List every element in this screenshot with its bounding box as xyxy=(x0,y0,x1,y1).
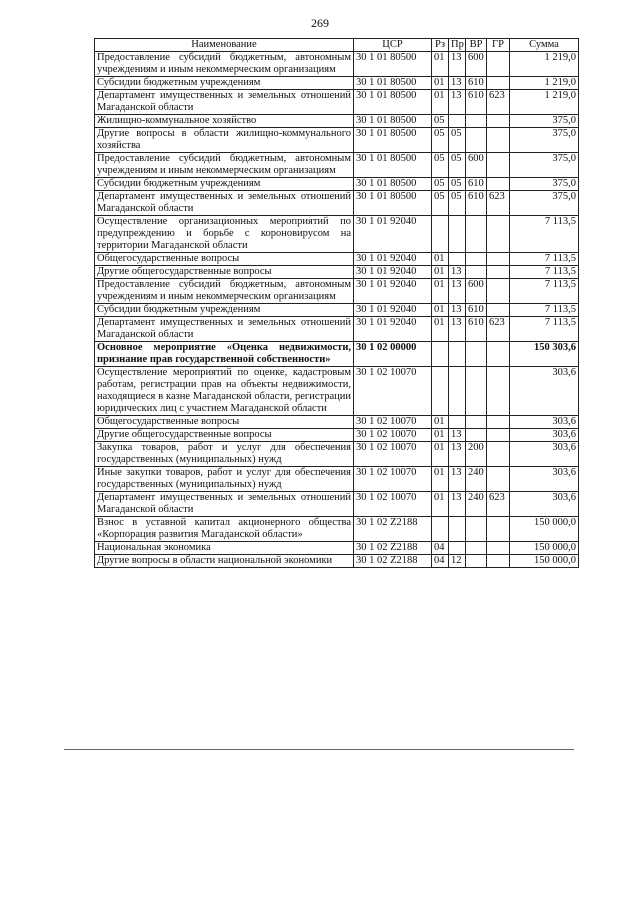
table-row xyxy=(95,253,579,266)
row-sum: 150 000,0 xyxy=(510,542,579,555)
row-vr: 610 xyxy=(466,90,487,115)
row-rz: 01 xyxy=(432,467,449,492)
header-pr: Пр xyxy=(449,39,466,52)
row-pr: 05 xyxy=(449,153,466,178)
row-gr xyxy=(487,279,510,304)
row-vr: 240 xyxy=(466,492,487,517)
row-name: Предоставление субсидий бюджетным, автономным учреждениям и иным некоммерческим организациям xyxy=(95,153,354,178)
row-pr: 13 xyxy=(449,429,466,442)
row-rz: 01 xyxy=(432,52,449,77)
row-sum: 7 113,5 xyxy=(510,266,579,279)
row-sum: 7 113,5 xyxy=(510,216,579,253)
table-row xyxy=(95,153,579,178)
row-pr xyxy=(449,216,466,253)
row-vr xyxy=(466,253,487,266)
row-name: Департамент имущественных и земельных отношений Магаданской области xyxy=(95,317,354,342)
table-row xyxy=(95,216,579,253)
row-rz xyxy=(432,342,449,367)
header-sum: Сумма xyxy=(510,39,579,52)
table-row xyxy=(95,52,579,77)
row-vr: 600 xyxy=(466,52,487,77)
row-vr: 600 xyxy=(466,279,487,304)
table-row xyxy=(95,429,579,442)
row-name: Другие вопросы в области жилищно-коммунального хозяйства xyxy=(95,128,354,153)
header-vr: ВР xyxy=(466,39,487,52)
row-gr xyxy=(487,266,510,279)
row-rz: 04 xyxy=(432,542,449,555)
row-name: Осуществление организационных мероприятий по предупреждению и борьбе с короновирусом на территории Магаданской области xyxy=(95,216,354,253)
row-csr: 30 1 02 Z2188 xyxy=(354,555,432,568)
row-name: Субсидии бюджетным учреждениям xyxy=(95,304,354,317)
table-row xyxy=(95,115,579,128)
table-row xyxy=(95,542,579,555)
row-vr xyxy=(466,342,487,367)
row-sum: 7 113,5 xyxy=(510,253,579,266)
row-sum: 375,0 xyxy=(510,178,579,191)
row-csr: 30 1 02 10070 xyxy=(354,492,432,517)
row-sum: 303,6 xyxy=(510,492,579,517)
row-csr: 30 1 02 10070 xyxy=(354,442,432,467)
row-gr xyxy=(487,467,510,492)
row-vr xyxy=(466,517,487,542)
row-name: Департамент имущественных и земельных отношений Магаданской области xyxy=(95,191,354,216)
row-pr: 13 xyxy=(449,467,466,492)
row-rz: 05 xyxy=(432,191,449,216)
row-csr: 30 1 02 10070 xyxy=(354,416,432,429)
row-gr xyxy=(487,429,510,442)
row-name: Взнос в уставной капитал акционерного общества «Корпорация развития Магаданской области» xyxy=(95,517,354,542)
row-sum: 150 000,0 xyxy=(510,517,579,542)
row-name: Закупка товаров, работ и услуг для обеспечения государственных (муниципальных) нужд xyxy=(95,442,354,467)
table-row xyxy=(95,191,579,216)
row-gr xyxy=(487,77,510,90)
row-vr: 200 xyxy=(466,442,487,467)
row-gr: 623 xyxy=(487,317,510,342)
row-rz: 05 xyxy=(432,153,449,178)
table-row xyxy=(95,467,579,492)
row-rz: 05 xyxy=(432,178,449,191)
row-vr: 610 xyxy=(466,77,487,90)
row-name: Субсидии бюджетным учреждениям xyxy=(95,178,354,191)
table-body xyxy=(95,52,579,568)
row-vr xyxy=(466,416,487,429)
row-sum: 375,0 xyxy=(510,115,579,128)
row-name: Общегосударственные вопросы xyxy=(95,253,354,266)
row-rz: 01 xyxy=(432,279,449,304)
row-csr: 30 1 02 Z2188 xyxy=(354,517,432,542)
row-csr: 30 1 01 92040 xyxy=(354,216,432,253)
row-name: Субсидии бюджетным учреждениям xyxy=(95,77,354,90)
table-row xyxy=(95,90,579,115)
row-gr xyxy=(487,555,510,568)
row-name: Основное мероприятие «Оценка недвижимости, признание прав государственной собственности» xyxy=(95,342,354,367)
row-name: Департамент имущественных и земельных отношений Магаданской области xyxy=(95,492,354,517)
row-vr: 610 xyxy=(466,178,487,191)
row-sum: 303,6 xyxy=(510,467,579,492)
row-sum: 375,0 xyxy=(510,191,579,216)
row-pr xyxy=(449,517,466,542)
row-sum: 303,6 xyxy=(510,416,579,429)
table-row xyxy=(95,342,579,367)
row-rz: 01 xyxy=(432,253,449,266)
row-pr: 13 xyxy=(449,304,466,317)
row-rz: 04 xyxy=(432,555,449,568)
table-row xyxy=(95,304,579,317)
row-name: Жилищно-коммунальное хозяйство xyxy=(95,115,354,128)
row-pr xyxy=(449,115,466,128)
row-name: Предоставление субсидий бюджетным, автономным учреждениям и иным некоммерческим организациям xyxy=(95,52,354,77)
row-rz: 01 xyxy=(432,317,449,342)
row-pr xyxy=(449,253,466,266)
row-gr xyxy=(487,115,510,128)
row-pr: 05 xyxy=(449,128,466,153)
row-pr: 13 xyxy=(449,266,466,279)
row-gr xyxy=(487,342,510,367)
row-gr xyxy=(487,52,510,77)
row-sum: 1 219,0 xyxy=(510,52,579,77)
row-sum: 150 303,6 xyxy=(510,342,579,367)
row-name: Общегосударственные вопросы xyxy=(95,416,354,429)
row-name: Департамент имущественных и земельных отношений Магаданской области xyxy=(95,90,354,115)
row-rz xyxy=(432,216,449,253)
row-vr xyxy=(466,429,487,442)
page-number: 269 xyxy=(311,16,329,30)
row-csr: 30 1 01 80500 xyxy=(354,128,432,153)
row-sum: 7 113,5 xyxy=(510,317,579,342)
row-rz: 01 xyxy=(432,90,449,115)
row-pr xyxy=(449,367,466,416)
row-name: Другие общегосударственные вопросы xyxy=(95,266,354,279)
row-pr xyxy=(449,416,466,429)
row-sum: 1 219,0 xyxy=(510,90,579,115)
row-pr: 05 xyxy=(449,178,466,191)
row-vr xyxy=(466,367,487,416)
row-gr: 623 xyxy=(487,191,510,216)
row-pr: 13 xyxy=(449,317,466,342)
row-csr: 30 1 01 92040 xyxy=(354,317,432,342)
row-gr xyxy=(487,304,510,317)
row-vr: 610 xyxy=(466,304,487,317)
table-row xyxy=(95,416,579,429)
row-gr xyxy=(487,178,510,191)
row-vr xyxy=(466,115,487,128)
table-row xyxy=(95,128,579,153)
row-name: Иные закупки товаров, работ и услуг для обеспечения государственных (муниципальных) нужд xyxy=(95,467,354,492)
table-row xyxy=(95,555,579,568)
row-gr xyxy=(487,153,510,178)
row-vr xyxy=(466,542,487,555)
row-rz: 01 xyxy=(432,442,449,467)
row-rz: 05 xyxy=(432,128,449,153)
header-rz: Рз xyxy=(432,39,449,52)
row-csr: 30 1 02 00000 xyxy=(354,342,432,367)
header-name: Наименование xyxy=(95,39,354,52)
row-csr: 30 1 01 80500 xyxy=(354,153,432,178)
row-rz xyxy=(432,517,449,542)
row-pr xyxy=(449,542,466,555)
row-csr: 30 1 02 10070 xyxy=(354,367,432,416)
row-csr: 30 1 01 80500 xyxy=(354,191,432,216)
row-sum: 303,6 xyxy=(510,429,579,442)
table-row xyxy=(95,517,579,542)
row-sum: 150 000,0 xyxy=(510,555,579,568)
row-vr: 610 xyxy=(466,191,487,216)
table-row xyxy=(95,317,579,342)
row-gr xyxy=(487,367,510,416)
row-pr: 12 xyxy=(449,555,466,568)
table-row xyxy=(95,279,579,304)
row-rz: 01 xyxy=(432,77,449,90)
row-rz: 01 xyxy=(432,429,449,442)
header-gr: ГР xyxy=(487,39,510,52)
row-sum: 7 113,5 xyxy=(510,304,579,317)
row-vr xyxy=(466,555,487,568)
row-vr xyxy=(466,266,487,279)
row-rz: 01 xyxy=(432,304,449,317)
table-row xyxy=(95,492,579,517)
row-csr: 30 1 01 92040 xyxy=(354,304,432,317)
row-gr: 623 xyxy=(487,90,510,115)
row-gr xyxy=(487,253,510,266)
table-row xyxy=(95,266,579,279)
row-pr: 13 xyxy=(449,90,466,115)
row-gr xyxy=(487,216,510,253)
row-gr xyxy=(487,416,510,429)
row-name: Национальная экономика xyxy=(95,542,354,555)
row-csr: 30 1 01 80500 xyxy=(354,115,432,128)
row-csr: 30 1 02 Z2188 xyxy=(354,542,432,555)
row-csr: 30 1 02 10070 xyxy=(354,467,432,492)
row-rz xyxy=(432,367,449,416)
table-header-row xyxy=(95,39,579,52)
row-pr xyxy=(449,342,466,367)
row-csr: 30 1 01 80500 xyxy=(354,90,432,115)
table-row xyxy=(95,442,579,467)
row-csr: 30 1 01 80500 xyxy=(354,178,432,191)
row-gr xyxy=(487,442,510,467)
budget-table xyxy=(94,38,579,568)
row-pr: 13 xyxy=(449,442,466,467)
row-rz: 01 xyxy=(432,416,449,429)
table-row xyxy=(95,77,579,90)
row-sum: 1 219,0 xyxy=(510,77,579,90)
row-gr xyxy=(487,517,510,542)
row-rz: 05 xyxy=(432,115,449,128)
footer-divider xyxy=(64,749,574,750)
row-pr: 13 xyxy=(449,77,466,90)
row-csr: 30 1 01 92040 xyxy=(354,253,432,266)
row-sum: 7 113,5 xyxy=(510,279,579,304)
row-name: Осуществление мероприятий по оценке, кадастровым работам, регистрации прав на объекты недвижимости, находящиеся в казне Магаданской области, регистрации юридических лиц с участием Магаданской области xyxy=(95,367,354,416)
row-vr: 610 xyxy=(466,317,487,342)
row-name: Предоставление субсидий бюджетным, автономным учреждениям и иным некоммерческим организациям xyxy=(95,279,354,304)
row-sum: 375,0 xyxy=(510,128,579,153)
row-vr: 240 xyxy=(466,467,487,492)
row-pr: 05 xyxy=(449,191,466,216)
row-vr xyxy=(466,128,487,153)
row-gr xyxy=(487,128,510,153)
row-sum: 303,6 xyxy=(510,442,579,467)
row-vr: 600 xyxy=(466,153,487,178)
header-csr: ЦСР xyxy=(354,39,432,52)
row-rz: 01 xyxy=(432,266,449,279)
row-gr: 623 xyxy=(487,492,510,517)
table-row xyxy=(95,367,579,416)
row-pr: 13 xyxy=(449,492,466,517)
row-csr: 30 1 01 80500 xyxy=(354,77,432,90)
row-gr xyxy=(487,542,510,555)
row-pr: 13 xyxy=(449,52,466,77)
row-rz: 01 xyxy=(432,492,449,517)
row-sum: 375,0 xyxy=(510,153,579,178)
table-row xyxy=(95,178,579,191)
row-csr: 30 1 01 92040 xyxy=(354,279,432,304)
row-pr: 13 xyxy=(449,279,466,304)
row-csr: 30 1 01 80500 xyxy=(354,52,432,77)
row-name: Другие общегосударственные вопросы xyxy=(95,429,354,442)
row-sum: 303,6 xyxy=(510,367,579,416)
row-csr: 30 1 01 92040 xyxy=(354,266,432,279)
row-csr: 30 1 02 10070 xyxy=(354,429,432,442)
row-vr xyxy=(466,216,487,253)
row-name: Другие вопросы в области национальной экономики xyxy=(95,555,354,568)
